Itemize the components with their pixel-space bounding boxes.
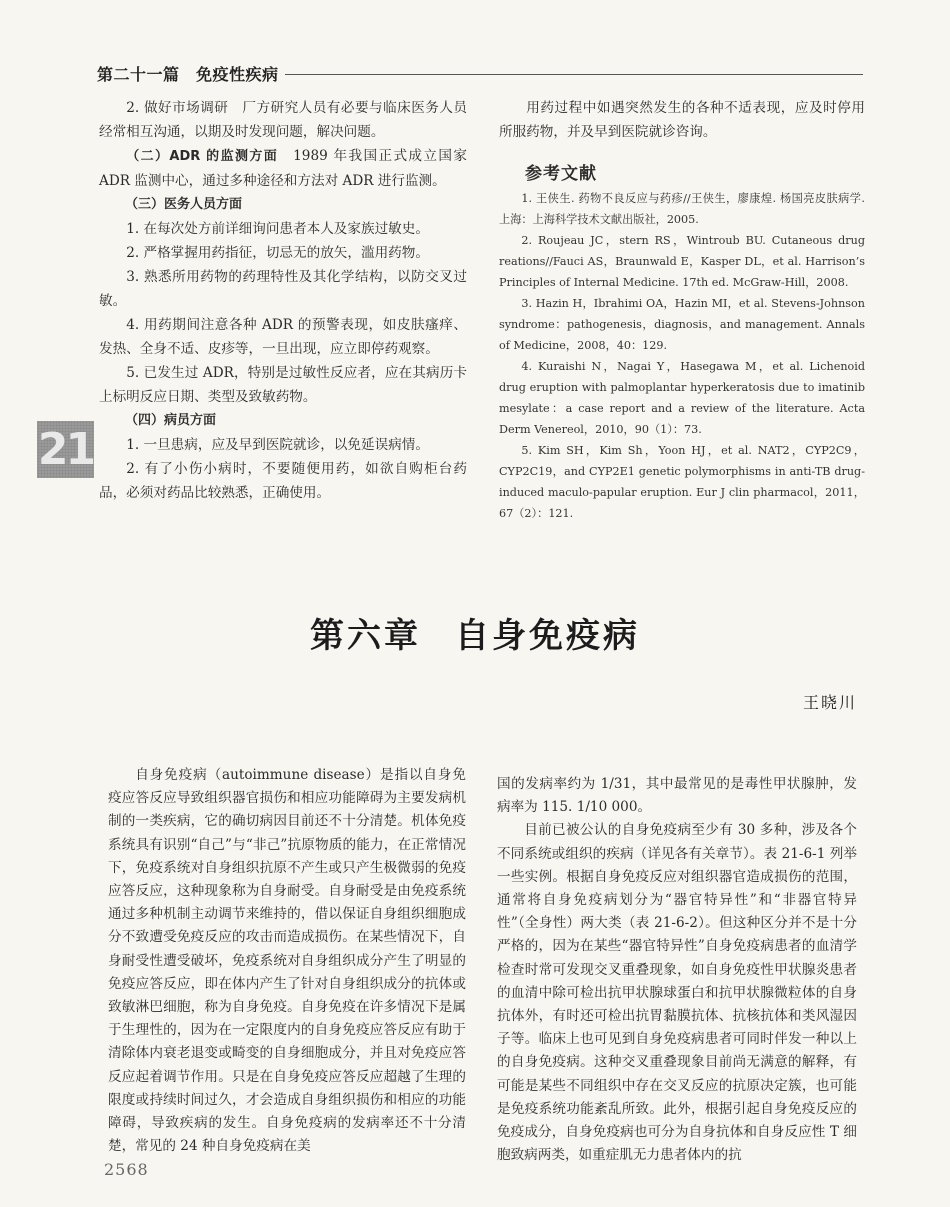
chapter-number: 第六章 xyxy=(310,616,421,656)
list-item: 4. 用药期间注意各种 ADR 的预警表现，如皮肤瘙痒、发热、全身不适、皮疹等，一旦出现，应立即停药观察。 xyxy=(99,317,467,357)
paragraph: 国的发病率约为 1/31，其中最常见的是毒性甲状腺肿，发病率为 115. 1/10 000。 xyxy=(497,776,857,816)
running-header xyxy=(97,62,863,84)
upper-left-column xyxy=(99,96,467,505)
list-item: 3. 熟悉所用药物的药理特性及其化学结构，以防交叉过敏。 xyxy=(99,269,467,309)
references-heading: 参考文献 xyxy=(525,164,597,184)
list-item: 5. 已发生过 ADR，特别是过敏性反应者，应在其病历卡上标明反应日期、类型及致敏药物。 xyxy=(99,365,467,405)
reference-item: 1. 王侠生. 药物不良反应与药疹//王侠生，廖康煌. 杨国亮皮肤病学. 上海：上海科学技术文献出版社，2005. xyxy=(499,192,865,226)
lower-right-column xyxy=(497,773,857,1167)
section-text: 1989 年我国正式成立国家 ADR 监测中心，通过多种途径和方法对 ADR 进行监测。 xyxy=(99,148,468,189)
paragraph: 2. 做好市场调研 厂方研究人员有必要与临床医务人员经常相互沟通，以期及时发现问题，解决问题。 xyxy=(99,100,467,140)
chapter-tab-number: 21 xyxy=(37,423,94,475)
paragraph xyxy=(99,144,467,193)
paragraph: 目前已被公认的自身免疫病至少有 30 多种，涉及各个不同系统或组织的疾病（详见各有关章节）。表 21-6-1 列举一些实例。根据自身免疫反应对组织器官造成损伤的范围，通常将自身免疫病划分为“器官特异性”和“非器官特异性”（全身性）两大类（表 21-6-2）。但这种区分并不是十分严格的，因为在某些“器官特异性”自身免疫病患者的血清学检查时常可发现交叉重叠现象，如自身免疫性甲状腺炎患者的血清中除可检出抗甲状腺球蛋白和抗甲状腺微粒体的自身抗体外，有时还可检出抗胃黏膜抗体、抗核抗体和类风湿因子等。临床上也可见到自身免疫病患者可同时伴发一种以上的自身免疫病。这种交叉重叠现象目前尚无满意的解释，有可能是某些不同组织中存在交叉反应的抗原决定簇，也可能是免疫系统功能紊乱所致。此外，根据引起自身免疫反应的免疫成分，自身免疫病也可分为自身抗体和自身反应性 T 细胞致病两类，如重症肌无力患者体内的抗 xyxy=(497,822,857,1164)
chapter-title xyxy=(0,608,950,657)
reference-item: 2. Roujeau JC，stern RS，Wintroub BU. Cutaneous drug reations//Fauci AS，Braunwald E，Kasper DL，et al. Harrison’s Principles of Internal Medicine. 17th ed. McGraw-Hill，2008. xyxy=(499,234,865,289)
reference-item: 5. Kim SH，Kim Sh，Yoon HJ，et al. NAT2，CYP2C9，CYP2C19，and CYP2E1 genetic polymorphisms in anti-TB drug-induced maculo-papular eruption. Eur J clin pharmacol，2011，67（2）：121. xyxy=(499,444,865,520)
running-title: 第二十一篇 免疫性疾病 xyxy=(97,64,279,84)
chapter-name: 自身免疫病 xyxy=(455,616,640,656)
list-item: 2. 严格掌握用药指征，切忌无的放矢，滥用药物。 xyxy=(126,245,429,261)
reference-item: 3. Hazin H，Ibrahimi OA，Hazin MI，et al. Stevens-Johnson syndrome：pathogenesis，diagnosis，and management. Annals of Medicine，2008，40：129. xyxy=(499,297,865,352)
section-heading: （四）病员方面 xyxy=(125,413,217,428)
reference-list xyxy=(499,188,865,524)
chapter-tab xyxy=(37,421,94,478)
section-heading: （二）ADR 的监测方面 xyxy=(126,149,279,164)
reference-item: 4. Kuraishi N，Nagai Y，Hasegawa M，et al. Lichenoid drug eruption with palmoplantar hyperkeratosis due to imatinib mesylate：a case report and a review of the literature. Acta Derm Venereol，2010，90（1）：73. xyxy=(499,360,865,436)
header-rule xyxy=(285,74,863,75)
page-number: 2568 xyxy=(104,1160,149,1179)
paragraph: 用药过程中如遇突然发生的各种不适表现，应及时停用所服药物，并及早到医院就诊咨询。 xyxy=(499,100,865,140)
list-item: 2. 有了小伤小病时，不要随便用药，如欲自购柜台药品，必须对药品比较熟悉，正确使用。 xyxy=(99,461,467,501)
section-heading: （三）医务人员方面 xyxy=(125,197,243,212)
upper-right-column xyxy=(499,96,865,524)
chapter-author: 王晓川 xyxy=(802,693,857,712)
paragraph: 自身免疫病（autoimmune disease）是指以自身免疫应答反应导致组织器官损伤和相应功能障碍为主要发病机制的一类疾病，它的确切病因目前还不十分清楚。机体免疫系统具有识别“自己”与“非己”抗原物质的能力，在正常情况下，免疫系统对自身组织抗原不产生或只产生极微弱的免疫应答反应，这种现象称为自身耐受。自身耐受是由免疫系统通过多种机制主动调节来维持的，借以保证自身组织细胞成分不致遭受免疫反应的攻击而造成损伤。在某些情况下，自身耐受性遭受破坏，免疫系统对自身组织成分产生了明显的免疫应答反应，即在体内产生了针对自身组织成分的抗体或致敏淋巴细胞，称为自身免疫。自身免疫在许多情况下是属于生理性的，因为在一定限度内的自身免疫应答反应有助于清除体内衰老退变或畸变的自身细胞成分，并且对免疫应答反应起着调节作用。只是在自身免疫应答反应超越了生理的限度或持续时间过久，才会造成自身组织损伤和相应的功能障碍，导致疾病的发生。自身免疫病的发病率还不十分清楚，常见的 24 种自身免疫病在美 xyxy=(108,767,466,1155)
lower-left-column xyxy=(108,764,466,1158)
list-item: 1. 一旦患病，应及早到医院就诊，以免延误病情。 xyxy=(126,437,429,453)
list-item: 1. 在每次处方前详细询问患者本人及家族过敏史。 xyxy=(126,221,429,237)
